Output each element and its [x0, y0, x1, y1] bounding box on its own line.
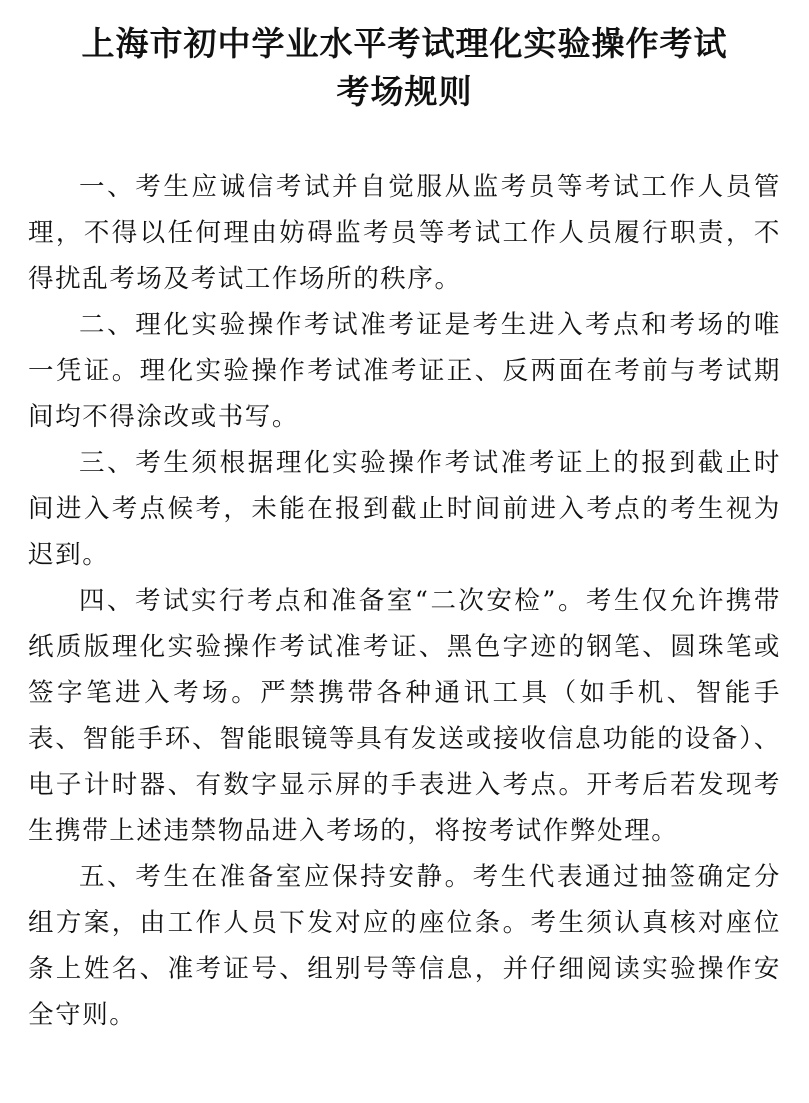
title-line-2: 考场规则	[336, 72, 473, 111]
rule-paragraph-3: 三、考生须根据理化实验操作考试准考证上的报到截止时间进入考点候考，未能在报到截止时间前进入考点的考生视为迟到。	[28, 448, 781, 570]
rule-paragraph-1: 一、考生应诚信考试并自觉服从监考员等考试工作人员管理，不得以任何理由妨碍监考员等考试工作人员履行职责，不得扰乱考场及考试工作场所的秩序。	[28, 172, 781, 294]
rule-paragraph-4: 四、考试实行考点和准备室“二次安检”。考生仅允许携带纸质版理化实验操作考试准考证、黑色字迹的钢笔、圆珠笔或签字笔进入考场。严禁携带各种通讯工具（如手机、智能手表、智能手环、智能眼镜等具有发送或接收信息功能的设备）、电子计时器、有数字显示屏的手表进入考点。开考后若发现考生携带上述违禁物品进入考场的，将按考试作弊处理。	[28, 586, 781, 846]
document-title	[28, 20, 781, 116]
title-line-1: 上海市初中学业水平考试理化实验操作考试	[81, 24, 728, 63]
rule-paragraph-5: 五、考生在准备室应保持安静。考生代表通过抽签确定分组方案，由工作人员下发对应的座位条。考生须认真核对座位条上姓名、准考证号、组别号等信息，并仔细阅读实验操作安全守则。	[28, 862, 781, 1030]
document-body	[28, 164, 781, 1038]
rule-paragraph-2: 二、理化实验操作考试准考证是考生进入考点和考场的唯一凭证。理化实验操作考试准考证正、反两面在考前与考试期间均不得涂改或书写。	[28, 310, 781, 432]
